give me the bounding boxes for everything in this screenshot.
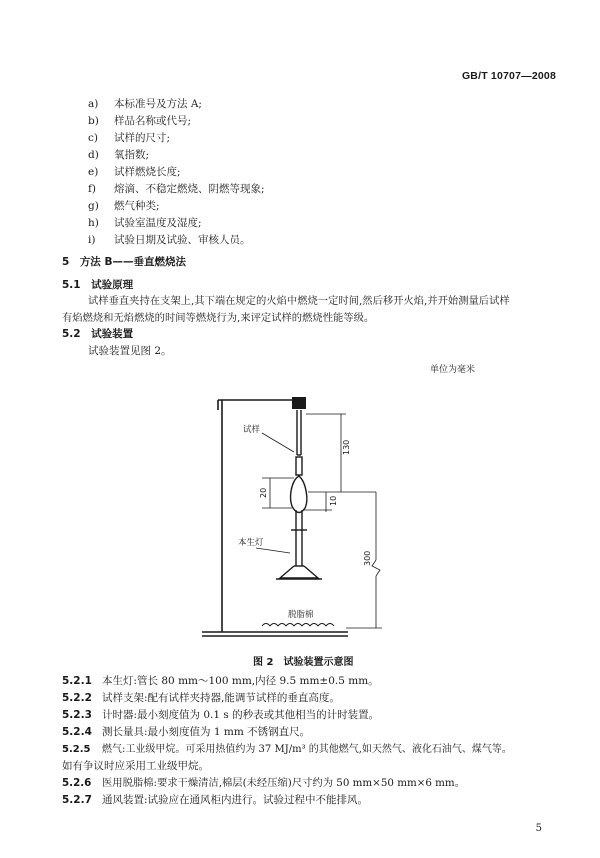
spec-item: 5.2.6 医用脱脂棉:要求干燥清洁,棉层(未经压缩)尺寸约为 50 mm×50 mm×6 mm。 xyxy=(62,777,465,789)
apparatus-diagram xyxy=(0,360,600,670)
dimension-130 xyxy=(306,414,376,492)
list-item: g) 燃气种类; xyxy=(88,200,160,212)
list-item: c) 试样的尺寸; xyxy=(88,132,171,144)
figure-caption: 图 2 试验装置示意图 xyxy=(253,657,354,668)
dim-20-label: 20 xyxy=(259,487,268,498)
paragraph-line: 试样垂直夹持在支架上,其下端在规定的火焰中燃烧一定时间,然后移开火焰,并开始测量后试样 xyxy=(88,295,510,307)
spec-item: 5.2.2 试样支架:配有试样夹持器,能调节试样的垂直高度。 xyxy=(62,692,340,704)
paragraph-line: 有焰燃烧和无焰燃烧的时间等燃烧行为,来评定试样的燃烧性能等级。 xyxy=(62,312,375,324)
dim-130-label: 130 xyxy=(342,439,351,455)
spec-item: 5.2.3 计时器:最小刻度值为 0.1 s 的秒表或其他相当的计时装置。 xyxy=(62,709,380,721)
list-item: f) 熔滴、不稳定燃烧、阴燃等现象; xyxy=(88,183,265,195)
list-item: e) 试样燃烧长度; xyxy=(88,166,181,178)
list-item: h) 试验室温度及湿度; xyxy=(88,217,202,229)
paragraph-line: 试验装置见图 2。 xyxy=(88,345,172,357)
subsection-heading: 5.1 试验原理 xyxy=(62,279,134,291)
list-item: i) 试验日期及试验、审核人员。 xyxy=(88,234,251,246)
clamp xyxy=(292,397,306,409)
list-item: d) 氧指数; xyxy=(88,149,150,161)
spec-item: 5.2.1 本生灯:管长 80 mm～100 mm,内径 9.5 mm±0.5 mm。 xyxy=(62,675,379,687)
specimen xyxy=(296,410,302,475)
spec-item-continuation: 如有争议时应采用工业级甲烷。 xyxy=(62,760,209,772)
dim-10-label: 10 xyxy=(329,495,338,506)
cotton-pad xyxy=(262,624,334,627)
dimension-10 xyxy=(304,492,332,512)
standard-code-header: GB/T 10707—2008 xyxy=(461,70,556,82)
spec-item: 5.2.7 通风装置:试验应在通风柜内进行。试验过程中不能排风。 xyxy=(62,794,369,806)
section-heading: 5 方法 B——垂直燃烧法 xyxy=(62,256,186,268)
unit-note: 单位为毫米 xyxy=(430,365,476,375)
spec-item: 5.2.4 测长量具:最小刻度值为 1 mm 不锈钢直尺。 xyxy=(62,726,311,738)
stand xyxy=(202,400,348,636)
label-sample: 试样 xyxy=(243,425,261,435)
label-burner: 本生灯 xyxy=(238,538,264,548)
spec-item: 5.2.5 燃气:工业级甲烷。可采用热值约为 37 MJ/m³ 的其他燃气,如天然气、液化石油气、煤气等。 xyxy=(62,744,512,755)
dim-300-label: 300 xyxy=(363,550,372,566)
burner xyxy=(276,476,322,579)
list-item: a) 本标准号及方法 A; xyxy=(88,98,202,110)
subsection-heading: 5.2 试验装置 xyxy=(62,328,134,340)
list-item: b) 样品名称或代号; xyxy=(88,115,192,127)
page-number: 5 xyxy=(535,823,542,834)
label-cotton: 脱脂棉 xyxy=(288,610,314,620)
